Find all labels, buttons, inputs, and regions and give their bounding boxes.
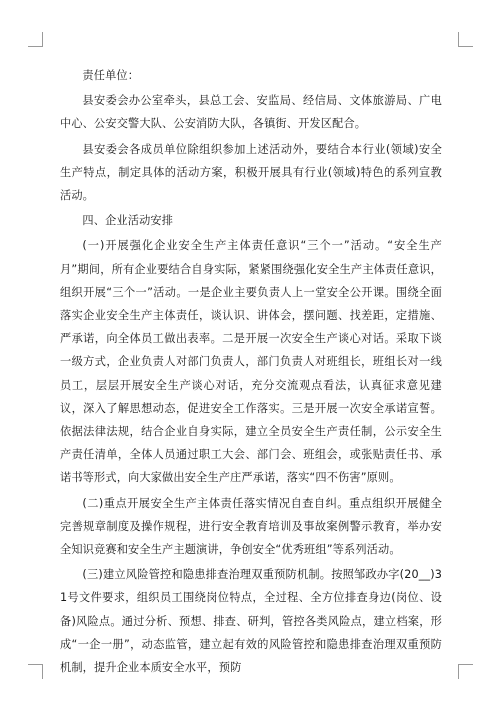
crop-mark-bottom-left (28, 664, 43, 679)
item-three-paragraph: (三)建立风险管控和隐患排查治理双重预防机制。按照邹政办字(20__)31号文件要求，组织员工围绕岗位特点，全过程、全方位排查身边(岗位、设备)风险点。通过分析、预想、排查、研判，管控各类风险点，建立档案，形成“一企一册”，动态监管，建立起有效的风险管控和隐患排查治理双重预防机制，提升企业本质安全水平，预防 (60, 568, 442, 675)
item-two-paragraph: (二)重点开展安全生产主体责任落实情况自查自纠。重点组织开展健全完善规章制度及操作规程，进行安全教育培训及事故案例警示教育，举办安全知识竞赛和安全生产主题演讲，争创安全“优秀班组”等系列活动。 (60, 496, 442, 557)
crop-mark-top-right (458, 32, 473, 47)
responsible-unit-list: 县安委会办公室牵头，县总工会、安监局、经信局、文体旅游局、广电中心、公安交警大队、公安消防大队，各镇街、开发区配合。 (60, 94, 442, 131)
member-units-paragraph: 县安委会各成员单位除组织参加上述活动外，要结合本行业(领域)安全生产特点，制定具体的活动方案，积极开展具有行业(领域)特色的系列宣教活动。 (60, 142, 442, 203)
item-one-paragraph: (一)开展强化企业安全生产主体责任意识“三个一”活动。“安全生产月”期间，所有企业要结合自身实际，紧紧围绕强化安全生产主体责任意识，组织开展“三个一”活动。一是企业主要负责人上一堂安全公开课。围绕全面落实企业安全生产主体责任，谈认识、讲体会，摆问题、找差距，定措施、严承诺，向全体员工做出表率。二是开展一次安全生产谈心对话。采取下谈一级方式，企业负责人对部门负责人，部门负责人对班组长，班组长对一线员工，层层开展安全生产谈心对话，充分交流观点看法，认真征求意见建议，深入了解思想动态，促进安全工作落实。三是开展一次安全承诺宣誓。依据法律法规，结合企业自身实际，建立全员安全生产责任制，公示安全生产责任清单，全体人员通过职工大会、部门会、班组会，或张贴责任书、承诺书等形式，向大家做出安全生产庄严承诺，落实“四不伤害”原则。 (60, 239, 442, 485)
document-body (60, 64, 442, 680)
responsible-unit-heading: 责任单位： (82, 69, 140, 82)
crop-mark-top-left (28, 32, 43, 47)
section-heading-enterprise: 四、企业活动安排 (82, 214, 174, 228)
crop-mark-bottom-right (458, 664, 473, 679)
